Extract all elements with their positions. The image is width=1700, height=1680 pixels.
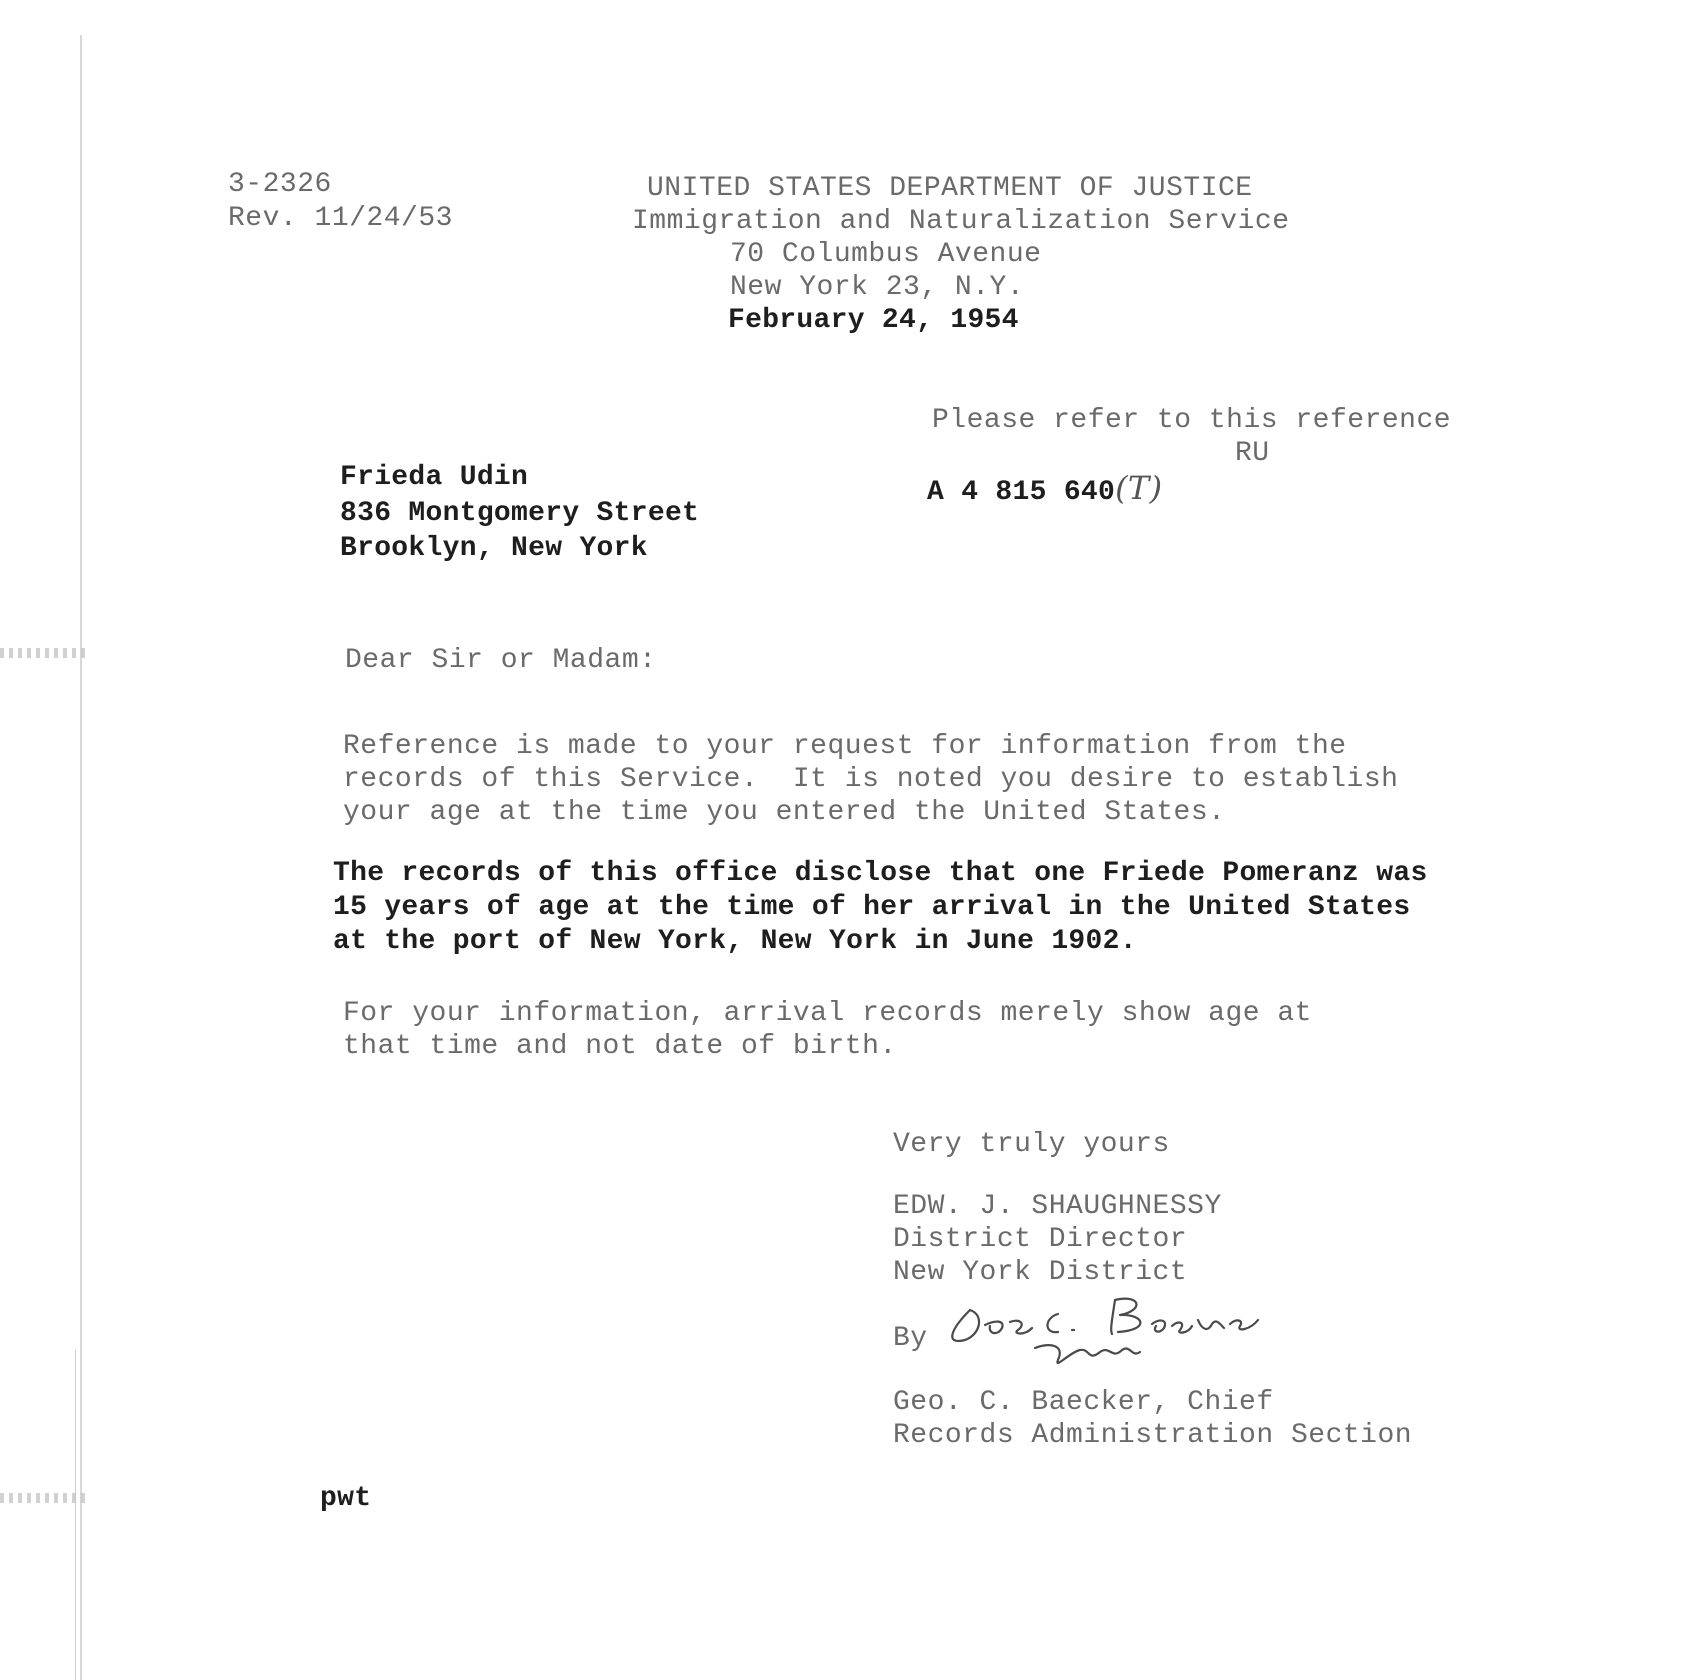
agent-name: Geo. C. Baecker, Chief [893,1387,1274,1418]
punch-mark [0,1493,85,1503]
letterhead-department: UNITED STATES DEPARTMENT OF JUSTICE [647,173,1253,204]
by-label: By [893,1323,928,1354]
punch-mark [0,648,85,658]
reference-file-suffix: (T) [1115,469,1163,507]
signer-title: District Director [893,1224,1188,1255]
body-line: 15 years of age at the time of her arrival in the United States [333,892,1411,923]
body-line: The records of this office disclose that one Friede Pomeranz was [333,858,1428,889]
page-edge-line [75,1350,76,1680]
letterhead-city: New York 23, N.Y. [730,272,1025,303]
body-line: at the port of New York, New York in June 1902. [333,926,1137,957]
form-revision: Rev. 11/24/53 [228,203,453,234]
body-line: that time and not date of birth. [343,1031,897,1062]
typist-initials: pwt [320,1483,372,1514]
salutation: Dear Sir or Madam: [345,645,657,676]
recipient-name: Frieda Udin [340,462,529,493]
recipient-street: 836 Montgomery Street [340,498,700,529]
signer-name: EDW. J. SHAUGHNESSY [893,1191,1222,1222]
agent-section: Records Administration Section [893,1420,1413,1451]
body-line: your age at the time you entered the United States. [343,797,1226,828]
letter-date: February 24, 1954 [728,305,1019,336]
letterhead-service: Immigration and Naturalization Service [632,206,1290,237]
reference-initials: RU [1235,438,1270,469]
reference-note: Please refer to this reference [932,405,1452,436]
letterhead-street: 70 Columbus Avenue [730,239,1042,270]
valediction: Very truly yours [893,1129,1170,1160]
signer-district: New York District [893,1257,1188,1288]
recipient-city: Brooklyn, New York [340,533,648,564]
reference-file-number: A 4 815 640(T) [927,469,1163,508]
body-line: For your information, arrival records merely show age at [343,998,1312,1029]
body-line: records of this Service. It is noted you desire to establish [343,764,1399,795]
body-line: Reference is made to your request for information from the [343,731,1347,762]
handwritten-signature [940,1290,1300,1380]
form-number: 3-2326 [228,169,332,200]
page-edge-line [80,35,82,1680]
